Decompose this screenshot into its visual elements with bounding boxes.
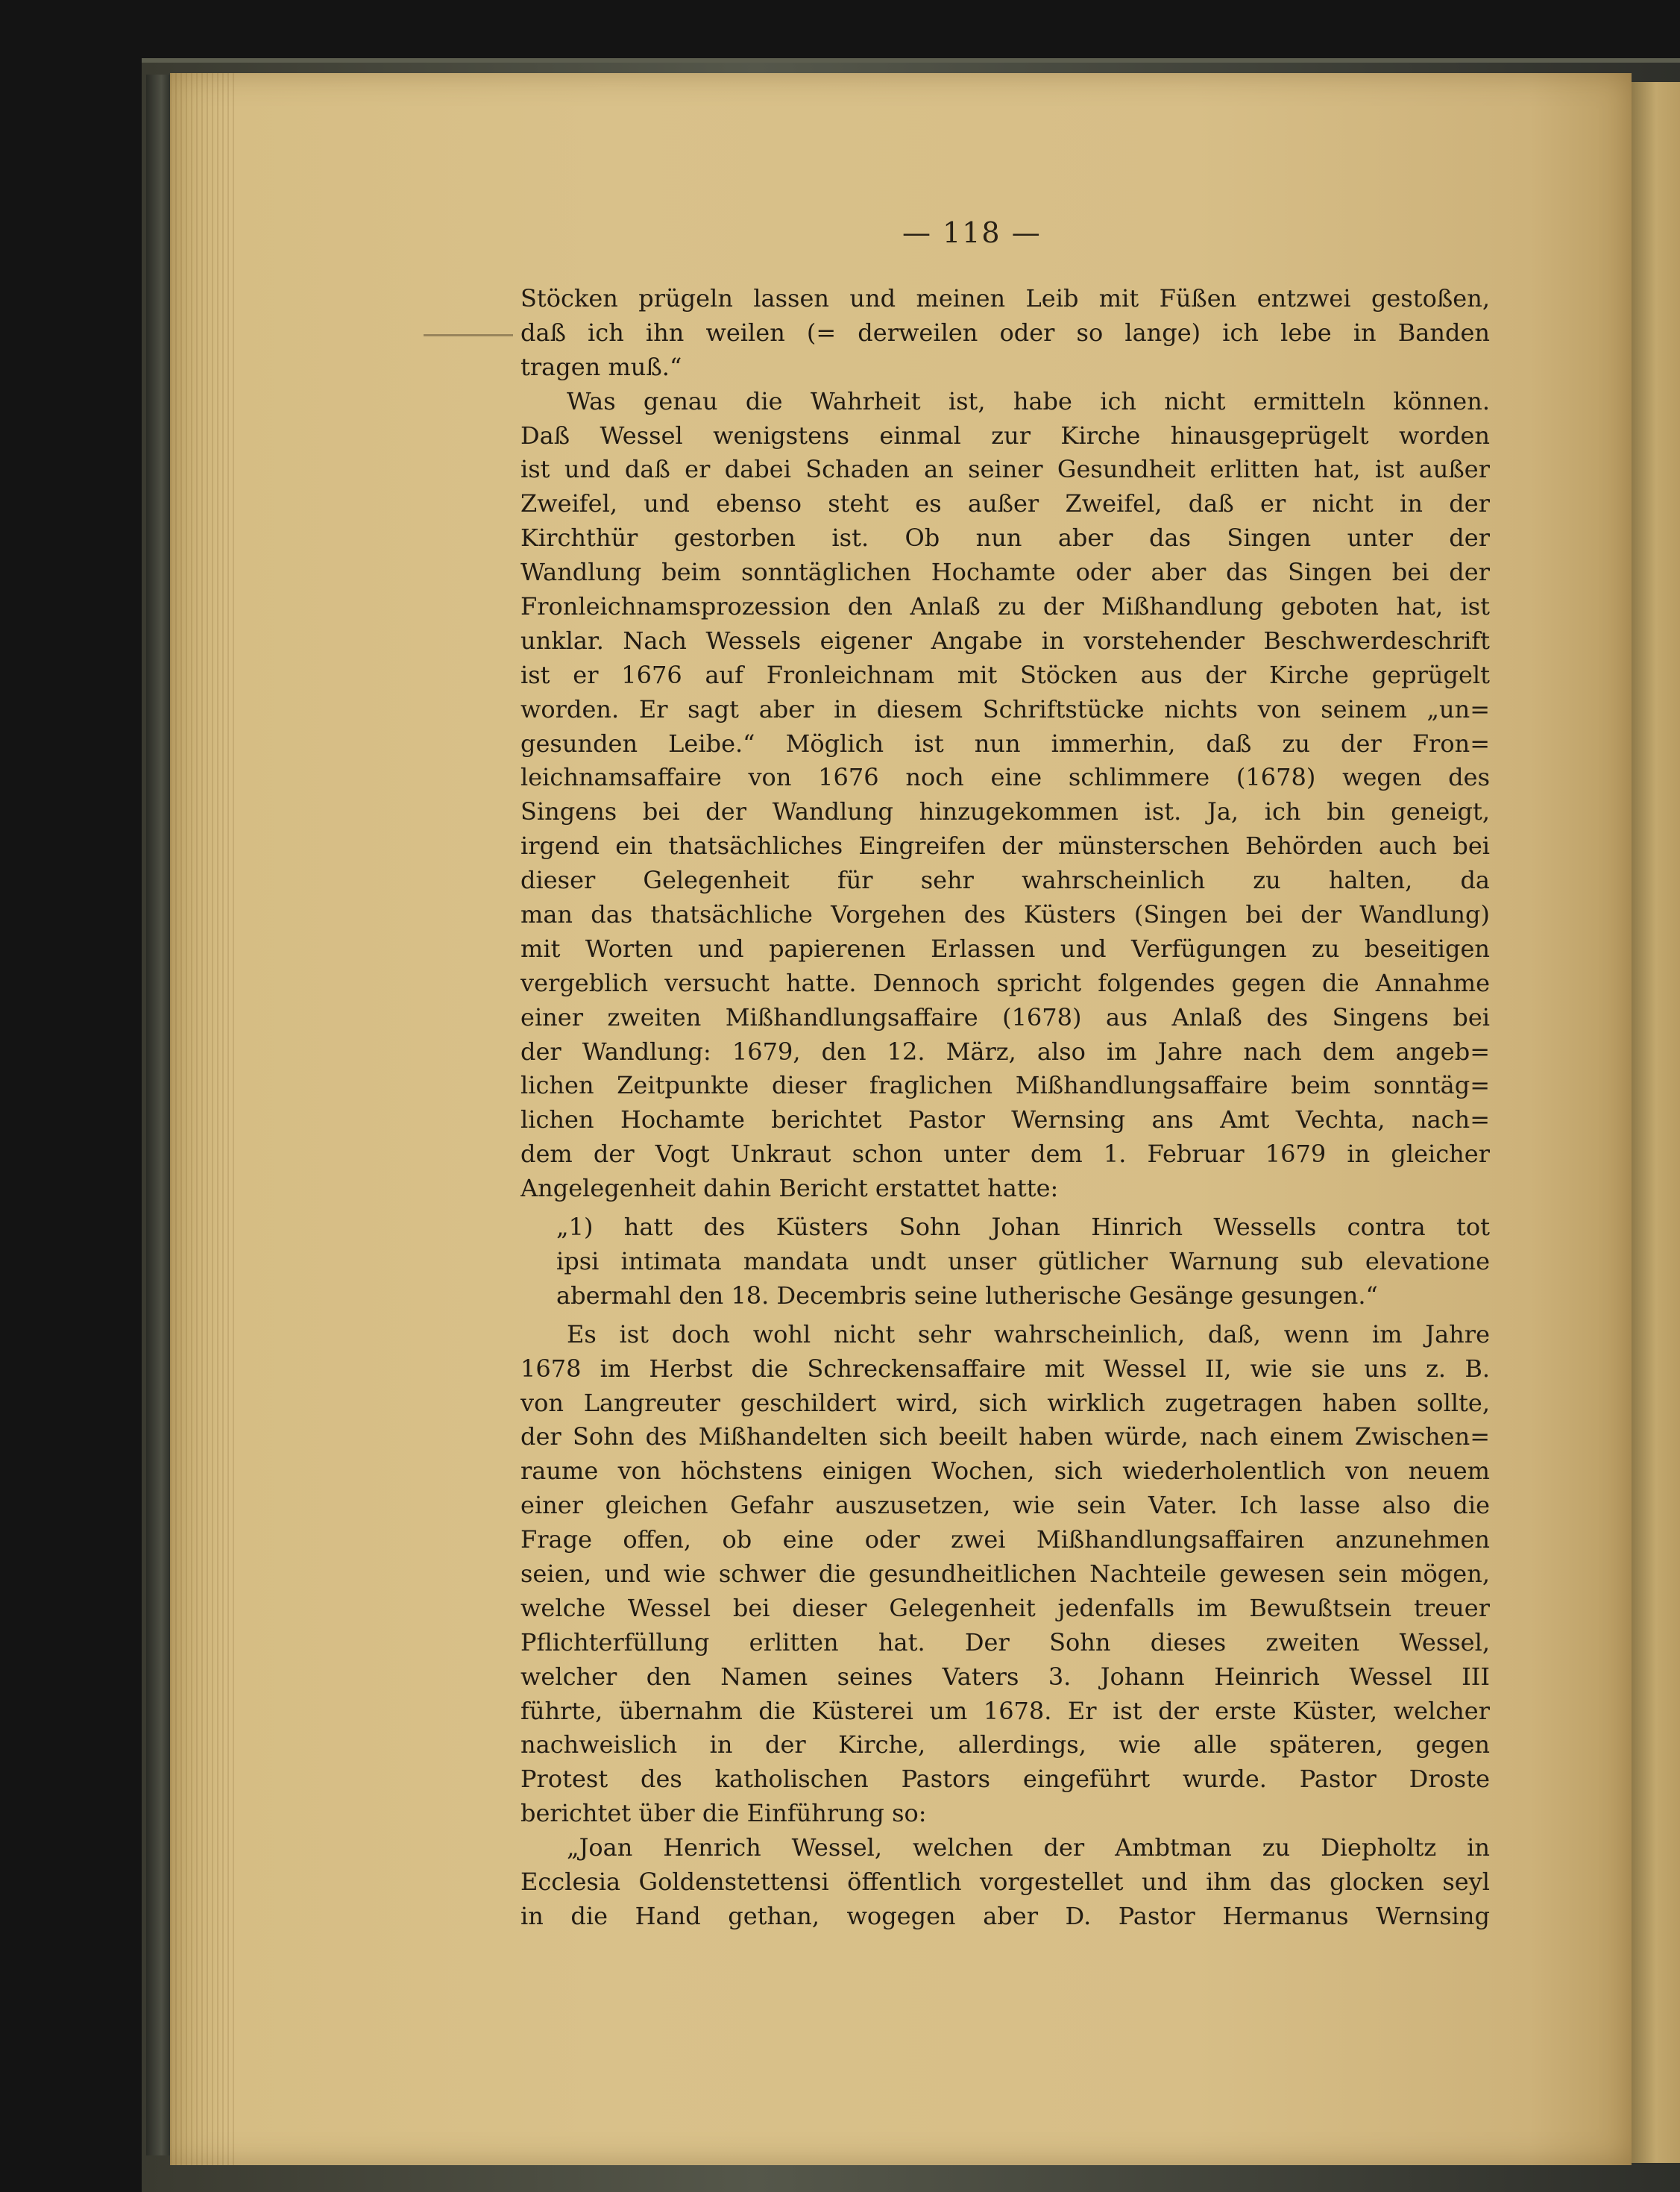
quote-line: „Joan Henrich Wessel, welchen der Ambtman zu Diepholtz in <box>567 1833 1490 1862</box>
text-line: Es ist doch wohl nicht sehr wahrscheinlich, daß, wenn im Jahre <box>567 1319 1490 1348</box>
text-line: Frage offen, ob eine oder zwei Mißhandlungsaffairen anzunehmen <box>520 1525 1490 1554</box>
text-line: einer gleichen Gefahr auszusetzen, wie sein Vater. Ich lasse also die <box>520 1491 1490 1520</box>
text-line: Stöcken prügeln lassen und meinen Leib mit Füßen entzwei gestoßen, <box>520 284 1490 313</box>
text-line: nachweislich in der Kirche, allerdings, wie alle späteren, gegen <box>520 1730 1490 1759</box>
text-line: Protest des katholischen Pastors eingeführt wurde. Pastor Droste <box>520 1765 1490 1794</box>
text-line: raume von höchstens einigen Wochen, sich wiederholentlich von neuem <box>520 1457 1490 1486</box>
facing-page-edge <box>1632 82 1680 2163</box>
text-line: irgend ein thatsächliches Eingreifen der münsterschen Behörden auch bei <box>520 832 1490 861</box>
quote-line: „1) hatt des Küsters Sohn Johan Hinrich Wessells contra tot <box>556 1213 1490 1242</box>
text-line: 1678 im Herbst die Schreckensaffaire mit Wessel II, wie sie uns z. B. <box>520 1354 1490 1383</box>
text-line: gesunden Leibe.“ Möglich ist nun immerhin, daß zu der Fron= <box>520 729 1490 758</box>
text-line: der Wandlung: 1679, den 12. März, also im Jahre nach dem angeb= <box>520 1037 1490 1066</box>
text-line: Singens bei der Wandlung hinzugekommen ist. Ja, ich bin geneigt, <box>520 797 1490 826</box>
text-line: welche Wessel bei dieser Gelegenheit jedenfalls im Bewußtsein treuer <box>520 1593 1490 1622</box>
text-line: Daß Wessel wenigstens einmal zur Kirche hinausgeprügelt worden <box>520 421 1490 450</box>
body-text <box>520 282 1490 1934</box>
text-line: tragen muß.“ <box>520 352 682 381</box>
quote-line: Ecclesia Goldenstettensi öffentlich vorgestellet und ihm das glocken seyl <box>520 1867 1490 1896</box>
margin-pencil-mark <box>424 334 513 336</box>
text-line: der Sohn des Mißhandelten sich beeilt haben würde, nach einem Zwischen= <box>520 1422 1490 1451</box>
text-line: dem der Vogt Unkraut schon unter dem 1. Februar 1679 in gleicher <box>520 1140 1490 1169</box>
text-line: Zweifel, und ebenso steht es außer Zweifel, daß er nicht in der <box>520 489 1490 518</box>
quote-line: ipsi intimata mandata undt unser gütlicher Warnung sub elevatione <box>556 1246 1490 1275</box>
quote-line: abermahl den 18. Decembris seine lutherische Gesänge gesungen.“ <box>556 1281 1378 1310</box>
text-line: ist und daß er dabei Schaden an seiner Gesundheit erlitten hat, ist außer <box>520 455 1490 484</box>
text-line: führte, übernahm die Küsterei um 1678. Er ist der erste Küster, welcher <box>520 1696 1490 1725</box>
quote-line: in die Hand gethan, wogegen aber D. Pastor Hermanus Wernsing <box>520 1901 1490 1930</box>
text-line: Wandlung beim sonntäglichen Hochamte oder aber das Singen bei der <box>520 558 1490 587</box>
text-line: leichnamsaffaire von 1676 noch eine schlimmere (1678) wegen des <box>520 763 1490 792</box>
text-line: Kirchthür gestorben ist. Ob nun aber das Singen unter der <box>520 524 1490 553</box>
text-line: welcher den Namen seines Vaters 3. Johann Heinrich Wessel III <box>520 1662 1490 1691</box>
text-line: unklar. Nach Wessels eigener Angabe in vorstehender Beschwerdeschrift <box>520 626 1490 655</box>
text-line: von Langreuter geschildert wird, sich wirklich zugetragen haben sollte, <box>520 1388 1490 1417</box>
text-line: lichen Zeitpunkte dieser fraglichen Mißhandlungsaffaire beim sonntäg= <box>520 1071 1490 1100</box>
text-line: Was genau die Wahrheit ist, habe ich nicht ermitteln können. <box>567 386 1490 415</box>
text-line: worden. Er sagt aber in diesem Schriftstücke nichts von seinem „un= <box>520 694 1490 723</box>
text-line: seien, und wie schwer die gesundheitlichen Nachteile gewesen sein mögen, <box>520 1559 1490 1588</box>
text-line: ist er 1676 auf Fronleichnam mit Stöcken aus der Kirche geprügelt <box>520 660 1490 689</box>
text-line: Fronleichnamsprozession den Anlaß zu der Mißhandlung geboten hat, ist <box>520 592 1490 621</box>
page-number: — 118 — <box>902 216 1042 249</box>
text-line: vergeblich versucht hatte. Dennoch spricht folgendes gegen die Annahme <box>520 968 1490 997</box>
text-line: Pflichterfüllung erlitten hat. Der Sohn dieses zweiten Wessel, <box>520 1627 1490 1656</box>
text-line: daß ich ihn weilen (= derweilen oder so lange) ich lebe in Banden <box>520 318 1490 347</box>
text-line: dieser Gelegenheit für sehr wahrscheinlich zu halten, da <box>520 866 1490 895</box>
text-line: Angelegenheit dahin Bericht erstattet hatte: <box>520 1174 1059 1203</box>
text-line: lichen Hochamte berichtet Pastor Wernsing ans Amt Vechta, nach= <box>520 1105 1490 1134</box>
text-line: berichtet über die Einführung so: <box>520 1799 927 1828</box>
page-stack-edges <box>170 73 237 2165</box>
text-line: man das thatsächliche Vorgehen des Küsters (Singen bei der Wandlung) <box>520 900 1490 929</box>
text-line: einer zweiten Mißhandlungsaffaire (1678) aus Anlaß des Singens bei <box>520 1002 1490 1031</box>
text-line: mit Worten und papierenen Erlassen und Verfügungen zu beseitigen <box>520 934 1490 963</box>
book-cover-edge <box>146 75 172 2155</box>
